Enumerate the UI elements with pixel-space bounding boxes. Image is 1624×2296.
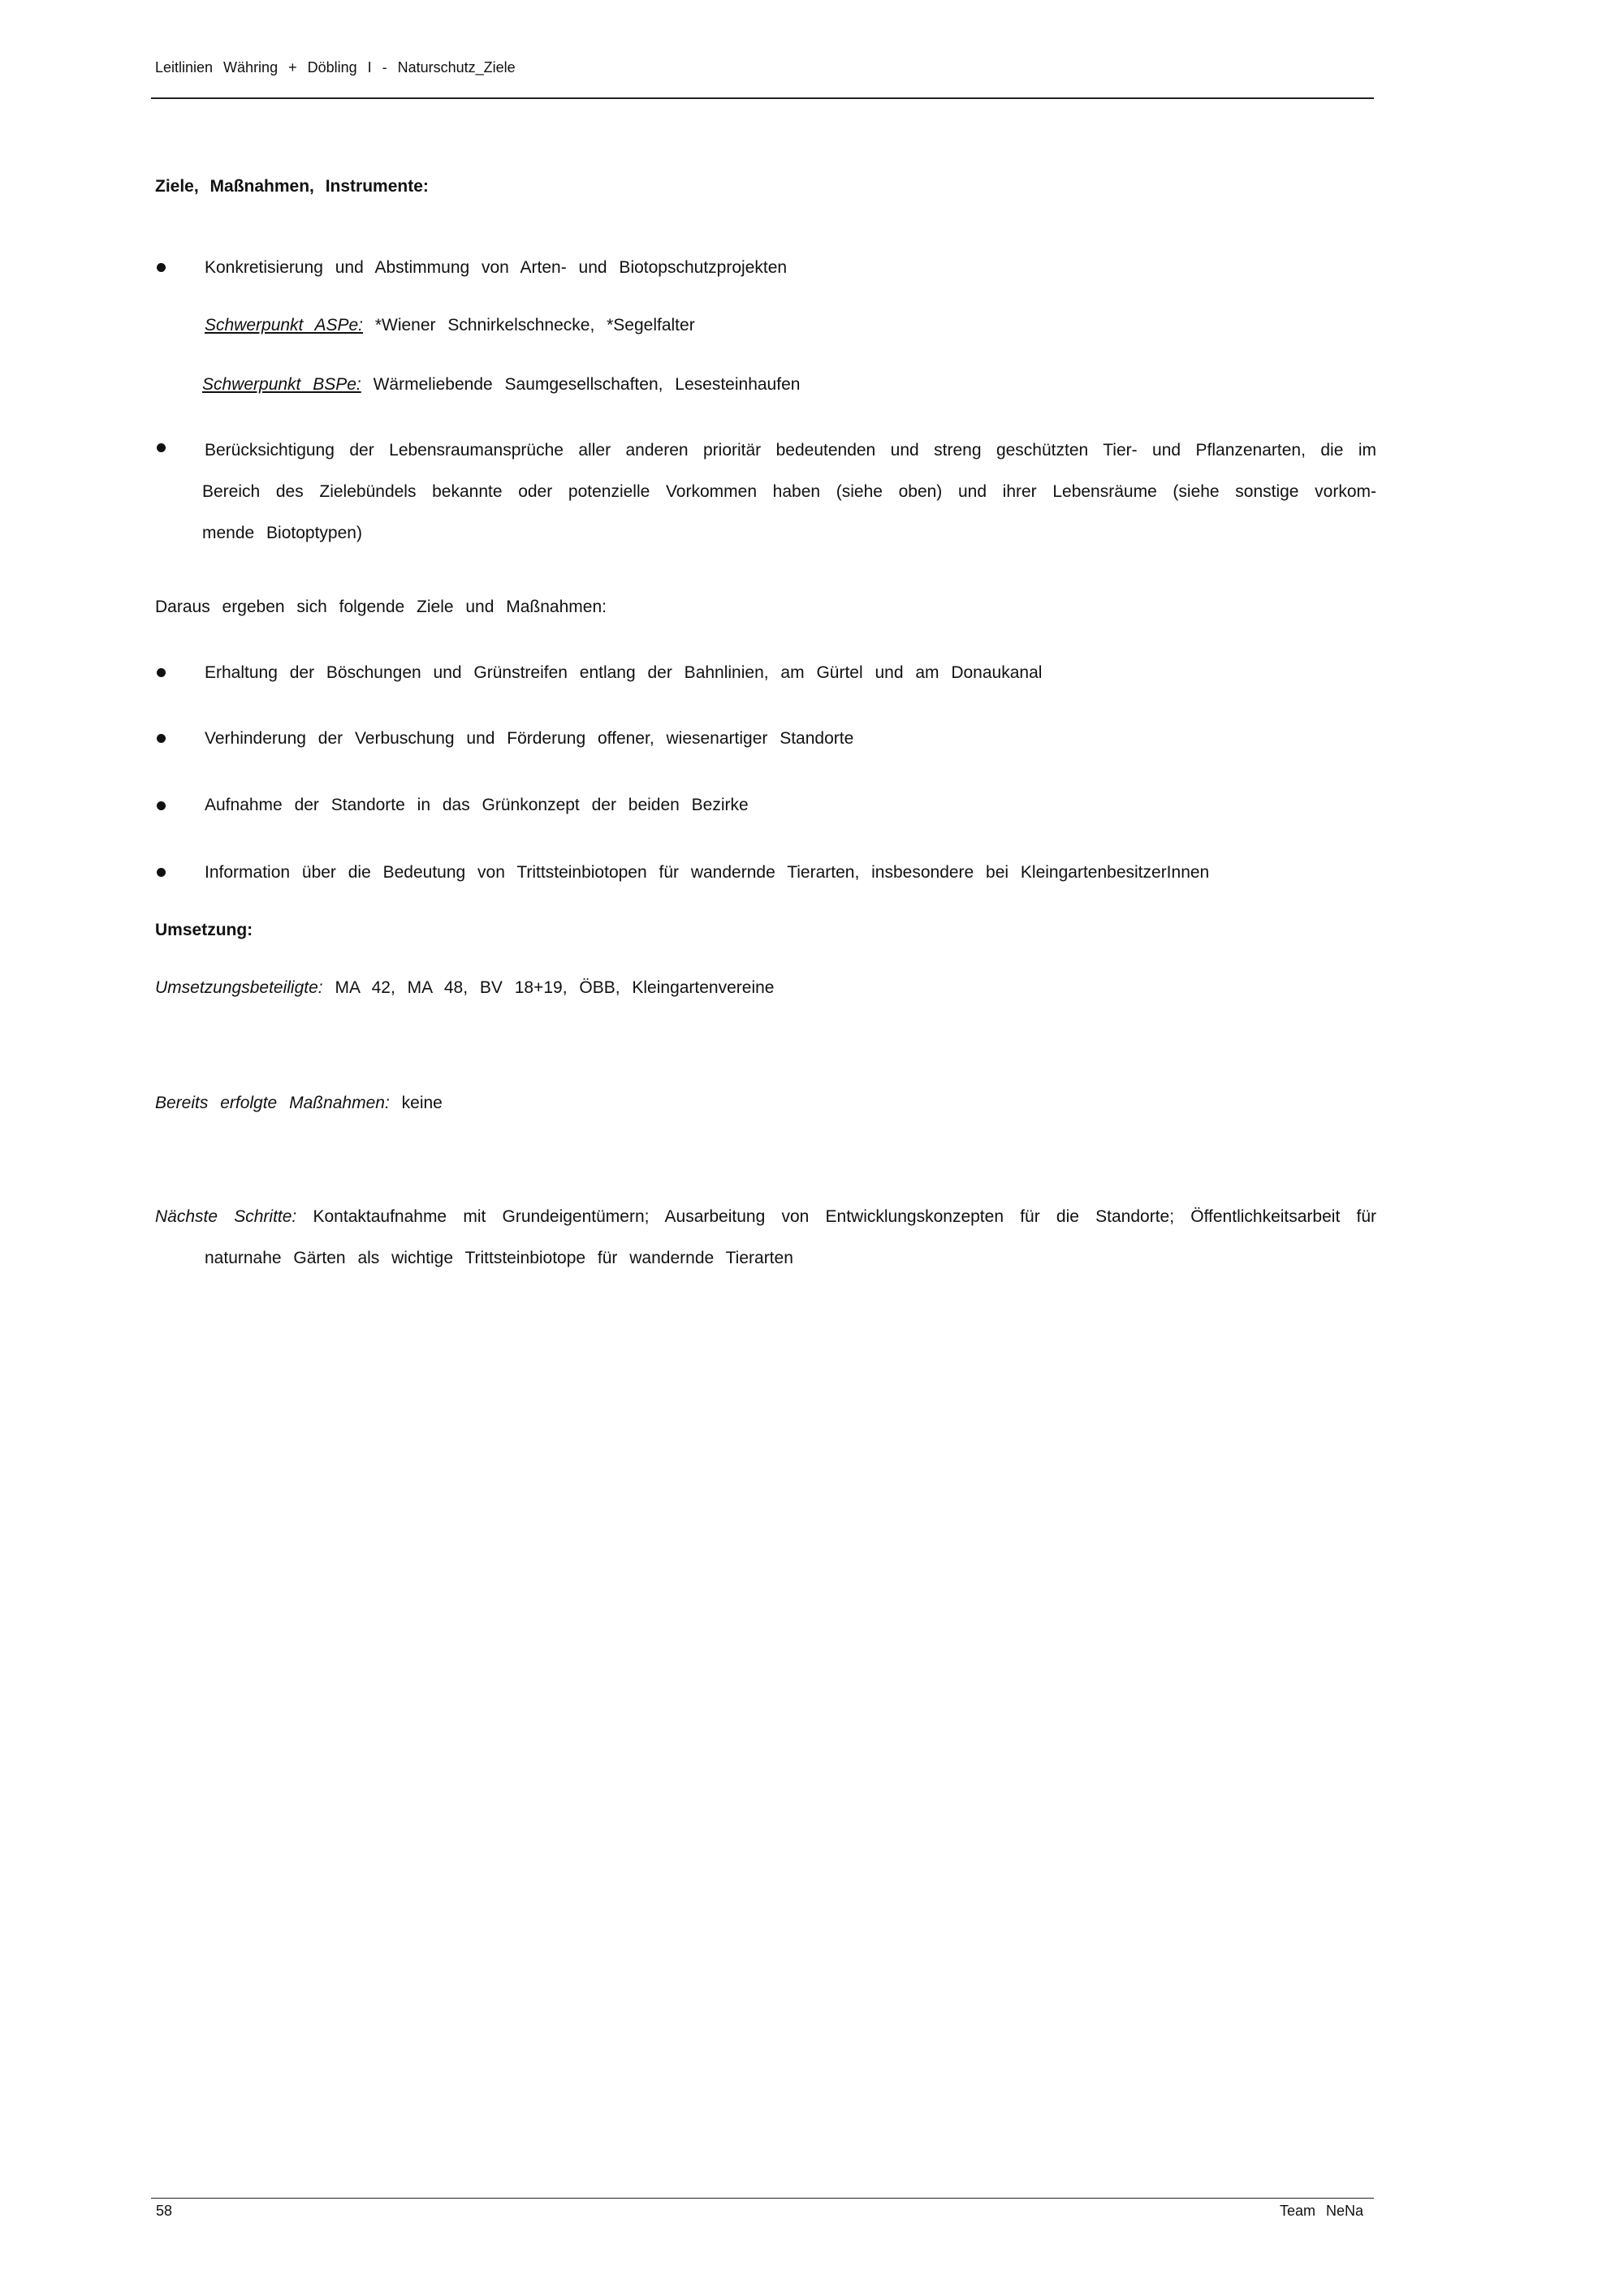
paragraph-line: Bereich des Zielebündels bekannte oder potenzielle Vorkommen haben (siehe oben) und ihrer Lebensräume (siehe sonstige vorkom-: [202, 482, 1376, 501]
bullet-dot: [157, 801, 166, 810]
paragraph-line: mende Biotoptypen): [202, 524, 362, 542]
bereits-erfolgt-line: [155, 1094, 443, 1113]
naechste-schritte-label: Nächste Schritte:: [155, 1207, 297, 1226]
bullet-dot: [157, 868, 166, 877]
umsetzungsbeteiligte-label: Umsetzungsbeteiligte:: [155, 978, 323, 997]
paragraph-line: Berücksichtigung der Lebensraumansprüche aller anderen prioritär bedeutenden und streng geschützten Tier- und Pflanzenarten, die im: [205, 441, 1376, 460]
section-heading-ziele: Ziele, Maßnahmen, Instrumente:: [155, 177, 429, 196]
schwerpunkt-aspe-text: *Wiener Schnirkelschnecke, *Segelfalter: [374, 316, 695, 334]
naechste-schritte-paragraph: [155, 1196, 1376, 1279]
schwerpunkt-bspe-line: [202, 375, 800, 395]
umsetzungsbeteiligte-text: MA 42, MA 48, BV 18+19, ÖBB, Kleingartenvereine: [335, 978, 775, 997]
bullet-dot: [157, 443, 166, 452]
intro-text: Daraus ergeben sich folgende Ziele und Maßnahmen:: [155, 598, 607, 616]
paragraph-line: [155, 1196, 1376, 1237]
list-item: Erhaltung der Böschungen und Grünstreifen entlang der Bahnlinien, am Gürtel und am Donaukanal: [205, 663, 1043, 682]
schwerpunkt-bspe-label: Schwerpunkt BSPe:: [202, 375, 361, 394]
bereits-erfolgt-text: keine: [401, 1094, 443, 1112]
running-header: Leitlinien Währing + Döbling I - Naturschutz_Ziele: [155, 59, 516, 76]
schwerpunkt-aspe-line: [205, 316, 695, 335]
umsetzungsbeteiligte-line: [155, 978, 775, 998]
list-item: Aufnahme der Standorte in das Grünkonzept der beiden Bezirke: [205, 796, 749, 814]
bullet-dot: [157, 263, 166, 272]
bullet-paragraph-beruecksichtigung: [202, 429, 1376, 554]
footer-rule: [151, 2198, 1374, 2199]
paragraph-line: naturnahe Gärten als wichtige Trittsteinbiotope für wandernde Tierarten: [205, 1249, 793, 1267]
bullet-dot: [157, 668, 166, 677]
bullet-text-konkretisierung: Konkretisierung und Abstimmung von Arten- und Biotopschutzprojekten: [205, 258, 788, 277]
bereits-erfolgt-label: Bereits erfolgte Maßnahmen:: [155, 1094, 390, 1112]
section-heading-umsetzung: Umsetzung:: [155, 921, 253, 939]
naechste-schritte-text: Kontaktaufnahme mit Grundeigentümern; Ausarbeitung von Entwicklungskonzepten für die Standorte; Öffentlichkeitsarbeit für: [313, 1207, 1376, 1226]
list-item: Verhinderung der Verbuschung und Förderung offener, wiesenartiger Standorte: [205, 729, 854, 748]
header-rule: [151, 97, 1374, 99]
page-number: 58: [156, 2203, 173, 2219]
schwerpunkt-aspe-label: Schwerpunkt ASPe:: [205, 316, 363, 334]
footer-author: Team NeNa: [1280, 2203, 1364, 2219]
schwerpunkt-bspe-text: Wärmeliebende Saumgesellschaften, Lesesteinhaufen: [373, 375, 801, 394]
bullet-dot: [157, 734, 166, 743]
list-item: Information über die Bedeutung von Trittsteinbiotopen für wandernde Tierarten, insbesondere bei KleingartenbesitzerInnen: [205, 863, 1210, 882]
